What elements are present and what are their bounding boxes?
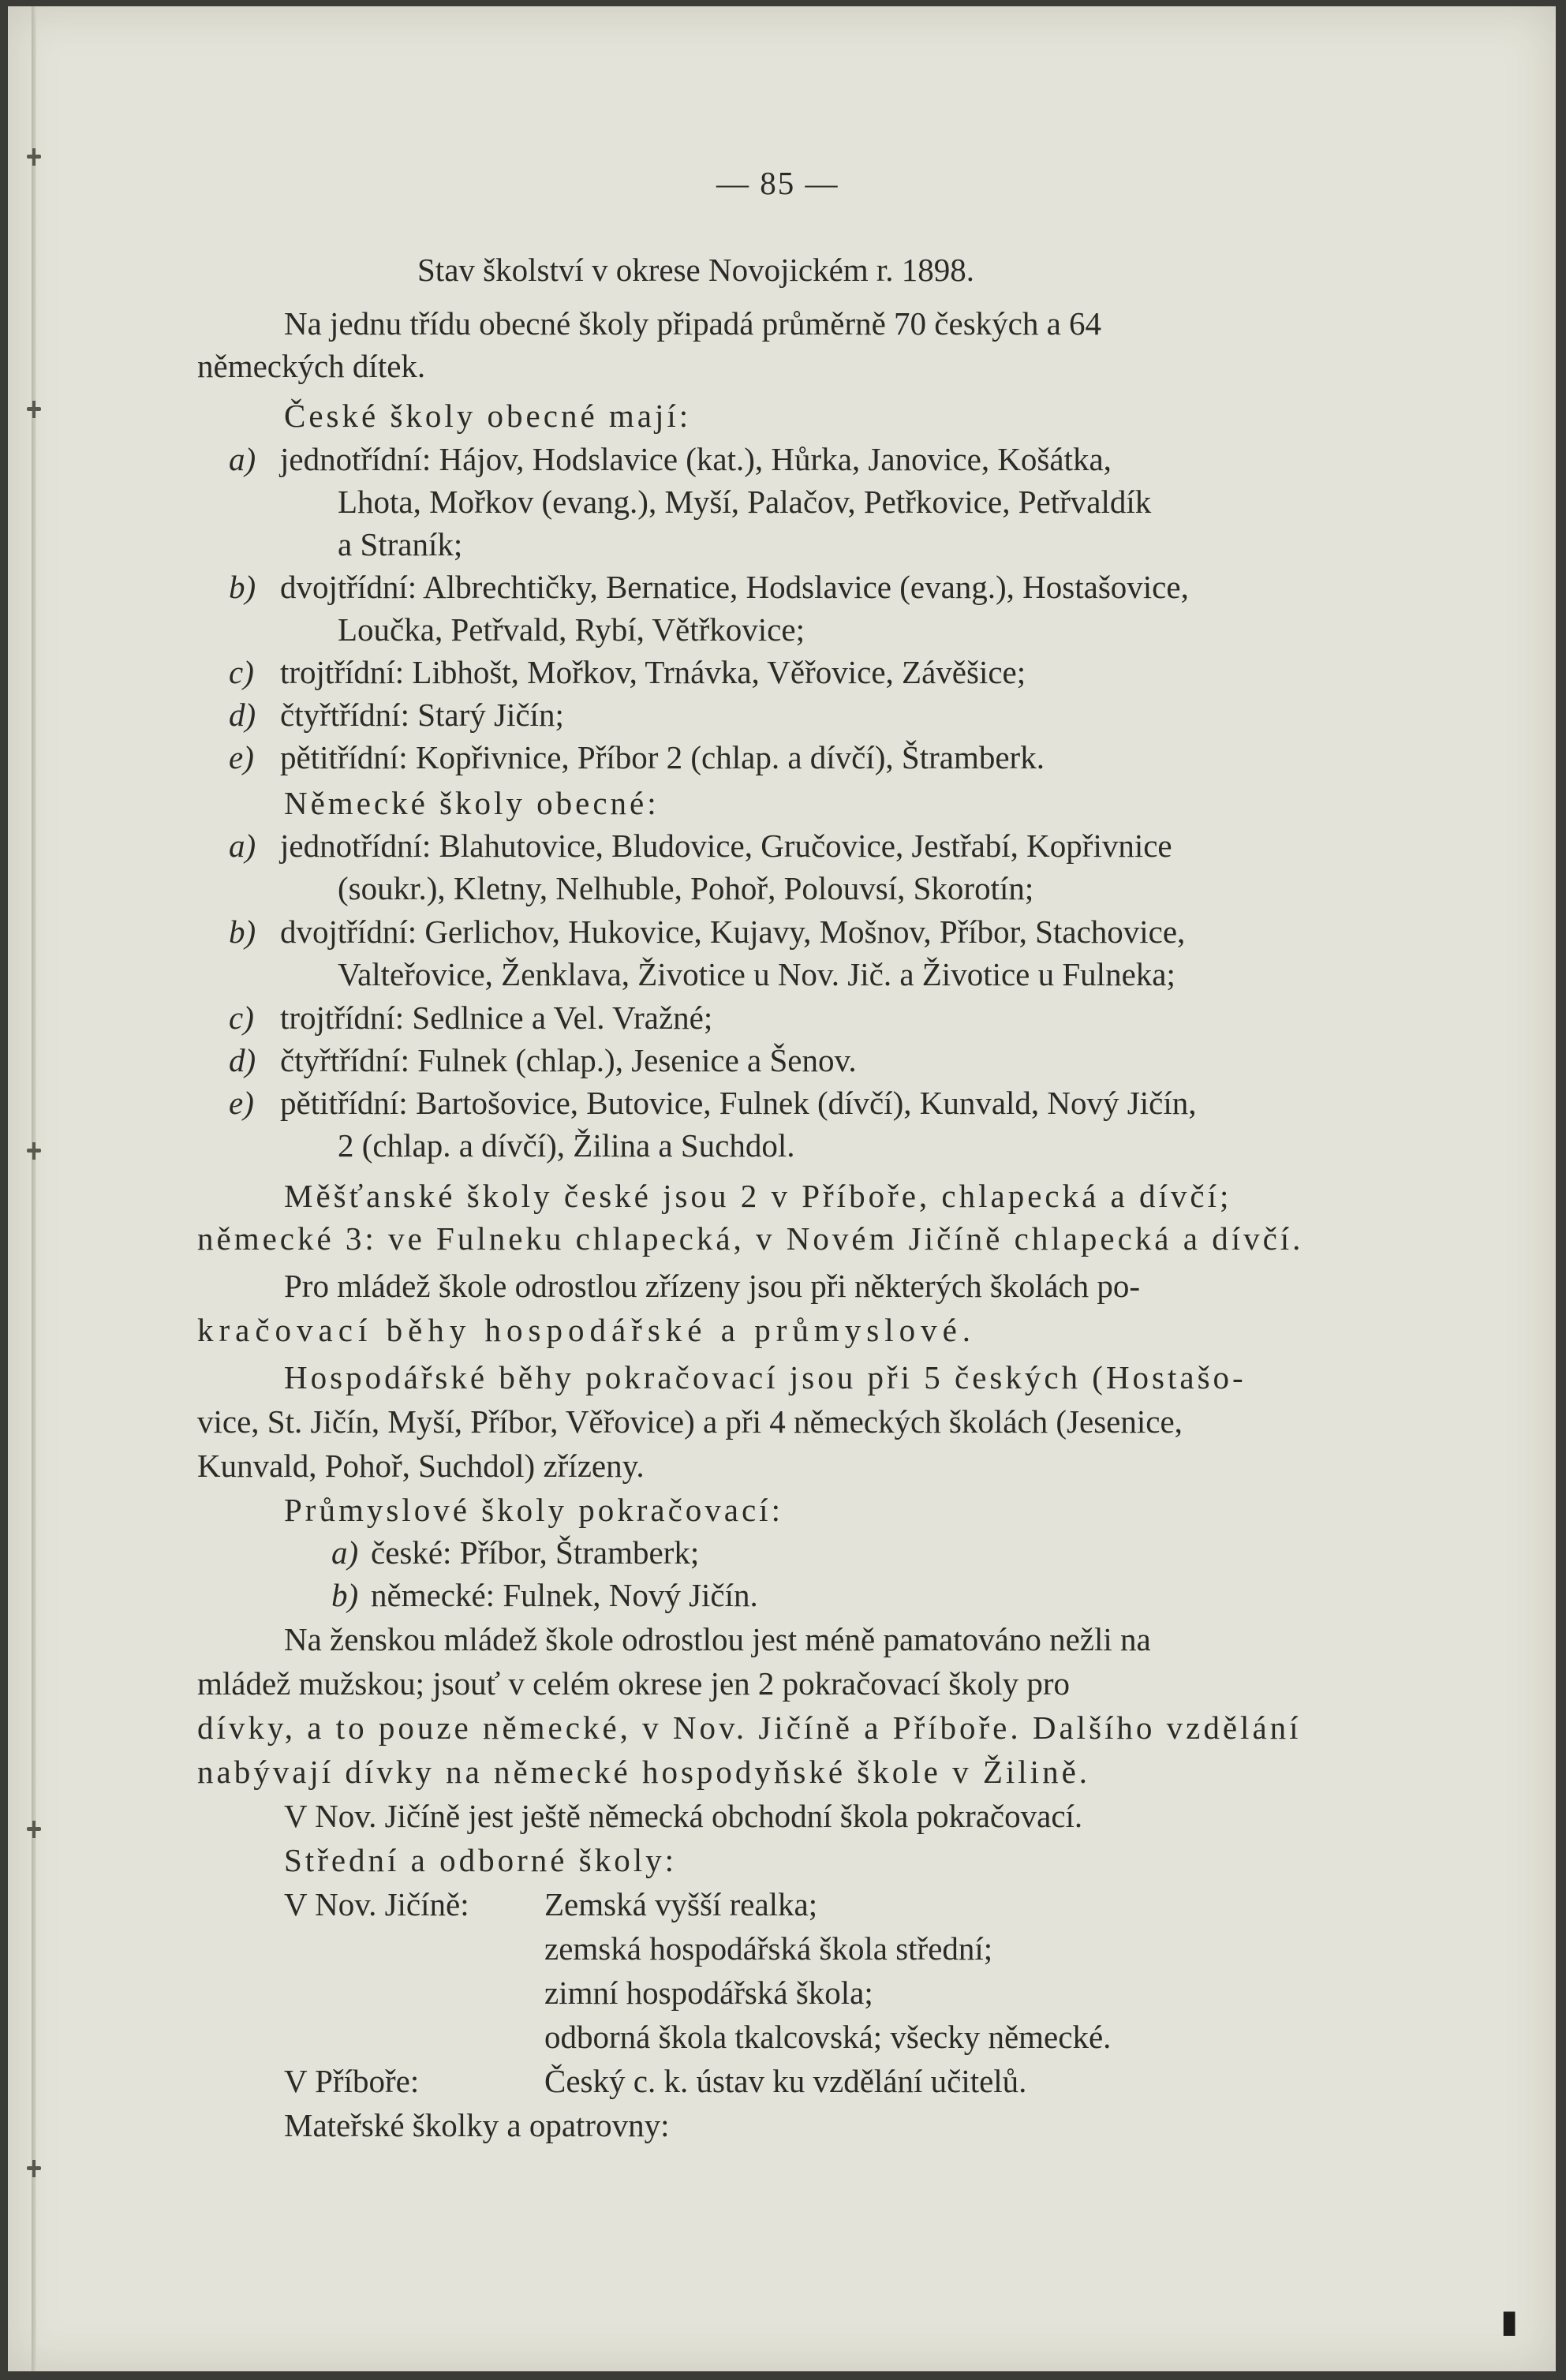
paragraph-line: Na ženskou mládež škole odrostlou jest méně pamatováno nežli na <box>284 1621 1151 1657</box>
list-item: německé: Fulnek, Nový Jičín. <box>371 1577 758 1613</box>
list-letter: b) <box>229 914 256 950</box>
list-item: 2 (chlap. a dívčí), Žilina a Suchdol. <box>338 1127 795 1164</box>
paragraph-line: Měšťanské školy české jsou 2 v Příboře, chlapecká a dívčí; <box>284 1178 1232 1214</box>
paragraph-line: kračovací běhy hospodářské a průmyslové. <box>197 1312 977 1348</box>
page-number: — 85 — <box>716 165 839 201</box>
list-letter: e) <box>229 739 254 775</box>
stitch-mark-icon <box>25 401 43 418</box>
list-letter: d) <box>229 697 256 733</box>
binding-edge <box>32 6 36 2371</box>
list-item: pětitřídní: Kopřivnice, Příbor 2 (chlap. a dívčí), Štramberk. <box>280 739 1045 775</box>
list-item: a Straník; <box>338 526 463 562</box>
paragraph-line: Kunvald, Pohoř, Suchdol) zřízeny. <box>197 1448 645 1484</box>
list-item: dvojtřídní: Gerlichov, Hukovice, Kujavy, Mošnov, Příbor, Stachovice, <box>280 914 1186 950</box>
paragraph-line: nabývají dívky na německé hospodyňské škole v Žilině. <box>197 1754 1091 1790</box>
paragraph-line: mládež mužskou; jsouť v celém okrese jen 2 pokračovací školy pro <box>197 1665 1070 1702</box>
paragraph-line: V Nov. Jičíně jest ještě německá obchodní škola pokračovací. <box>284 1798 1083 1834</box>
list-item: trojtřídní: Sedlnice a Vel. Vražné; <box>280 999 713 1036</box>
stitch-mark-icon <box>25 1142 43 1160</box>
school-entry: odborná škola tkalcovská; všecky německé. <box>544 2019 1112 2055</box>
list-letter: a) <box>331 1534 359 1571</box>
book-page <box>8 6 1556 2371</box>
paragraph-line: Hospodářské běhy pokračovací jsou při 5 českých (Hostašo- <box>284 1359 1246 1395</box>
list-letter: c) <box>229 654 254 690</box>
intro-line: německých dítek. <box>197 348 426 384</box>
list-item: čtyřtřídní: Starý Jičín; <box>280 697 564 733</box>
school-entry: Zemská vyšší realka; <box>544 1886 818 1922</box>
list-letter: d) <box>229 1042 256 1078</box>
list-item: Lhota, Mořkov (evang.), Myší, Palačov, Petřkovice, Petřvaldík <box>338 484 1152 520</box>
paragraph-line: německé 3: ve Fulneku chlapecká, v Novém Jičíně chlapecká a dívčí. <box>197 1220 1304 1257</box>
list-item: (soukr.), Kletny, Nelhuble, Pohoř, Polouvsí, Skorotín; <box>338 870 1034 906</box>
list-item: Loučka, Petřvald, Rybí, Větřkovice; <box>338 611 805 648</box>
paragraph-line: dívky, a to pouze německé, v Nov. Jičíně a Příboře. Dalšího vzdělání <box>197 1709 1302 1746</box>
list-letter: b) <box>331 1577 359 1613</box>
school-entry: zimní hospodářská škola; <box>544 1975 873 2011</box>
list-letter: a) <box>229 828 256 864</box>
german-schools-title: Německé školy obecné: <box>284 785 660 821</box>
list-item: české: Příbor, Štramberk; <box>371 1534 700 1571</box>
intro-line: Na jednu třídu obecné školy připadá průměrně 70 českých a 64 <box>284 305 1102 342</box>
list-item: dvojtřídní: Albrechtičky, Bernatice, Hodslavice (evang.), Hostašovice, <box>280 569 1189 605</box>
page-title: Stav školství v okrese Novojickém r. 1898. <box>417 252 975 288</box>
list-item: jednotřídní: Hájov, Hodslavice (kat.), Hůrka, Janovice, Košátka, <box>280 441 1112 477</box>
place-label: V Příboře: <box>284 2063 420 2099</box>
industrial-title: Průmyslové školy pokračovací: <box>284 1492 783 1528</box>
corner-mark-icon: ▮ <box>1500 2303 1518 2339</box>
list-letter: b) <box>229 569 256 605</box>
list-letter: a) <box>229 441 256 477</box>
stitch-mark-icon <box>25 2160 43 2177</box>
place-label: V Nov. Jičíně: <box>284 1886 469 1922</box>
list-item: jednotřídní: Blahutovice, Bludovice, Gručovice, Jestřabí, Kopřivnice <box>280 828 1172 864</box>
list-letter: c) <box>229 999 254 1036</box>
secondary-title: Střední a odborné školy: <box>284 1842 677 1878</box>
school-entry: Český c. k. ústav ku vzdělání učitelů. <box>544 2063 1027 2099</box>
list-letter: e) <box>229 1085 254 1121</box>
stitch-mark-icon <box>25 1821 43 1838</box>
school-entry: zemská hospodářská škola střední; <box>544 1930 993 1967</box>
paragraph-line: vice, St. Jičín, Myší, Příbor, Věřovice) a při 4 německých školách (Jesenice, <box>197 1403 1183 1440</box>
paragraph-line: Mateřské školky a opatrovny: <box>284 2107 670 2143</box>
list-item: Valteřovice, Ženklava, Životice u Nov. Jič. a Životice u Fulneka; <box>338 956 1175 992</box>
list-item: pětitřídní: Bartošovice, Butovice, Fulnek (dívčí), Kunvald, Nový Jičín, <box>280 1085 1197 1121</box>
czech-schools-title: České školy obecné mají: <box>284 398 692 434</box>
list-item: trojtřídní: Libhošt, Mořkov, Trnávka, Věřovice, Závěšice; <box>280 654 1026 690</box>
paragraph-line: Pro mládež škole odrostlou zřízeny jsou při některých školách po- <box>284 1268 1141 1304</box>
list-item: čtyřtřídní: Fulnek (chlap.), Jesenice a Šenov. <box>280 1042 857 1078</box>
stitch-mark-icon <box>25 148 43 166</box>
